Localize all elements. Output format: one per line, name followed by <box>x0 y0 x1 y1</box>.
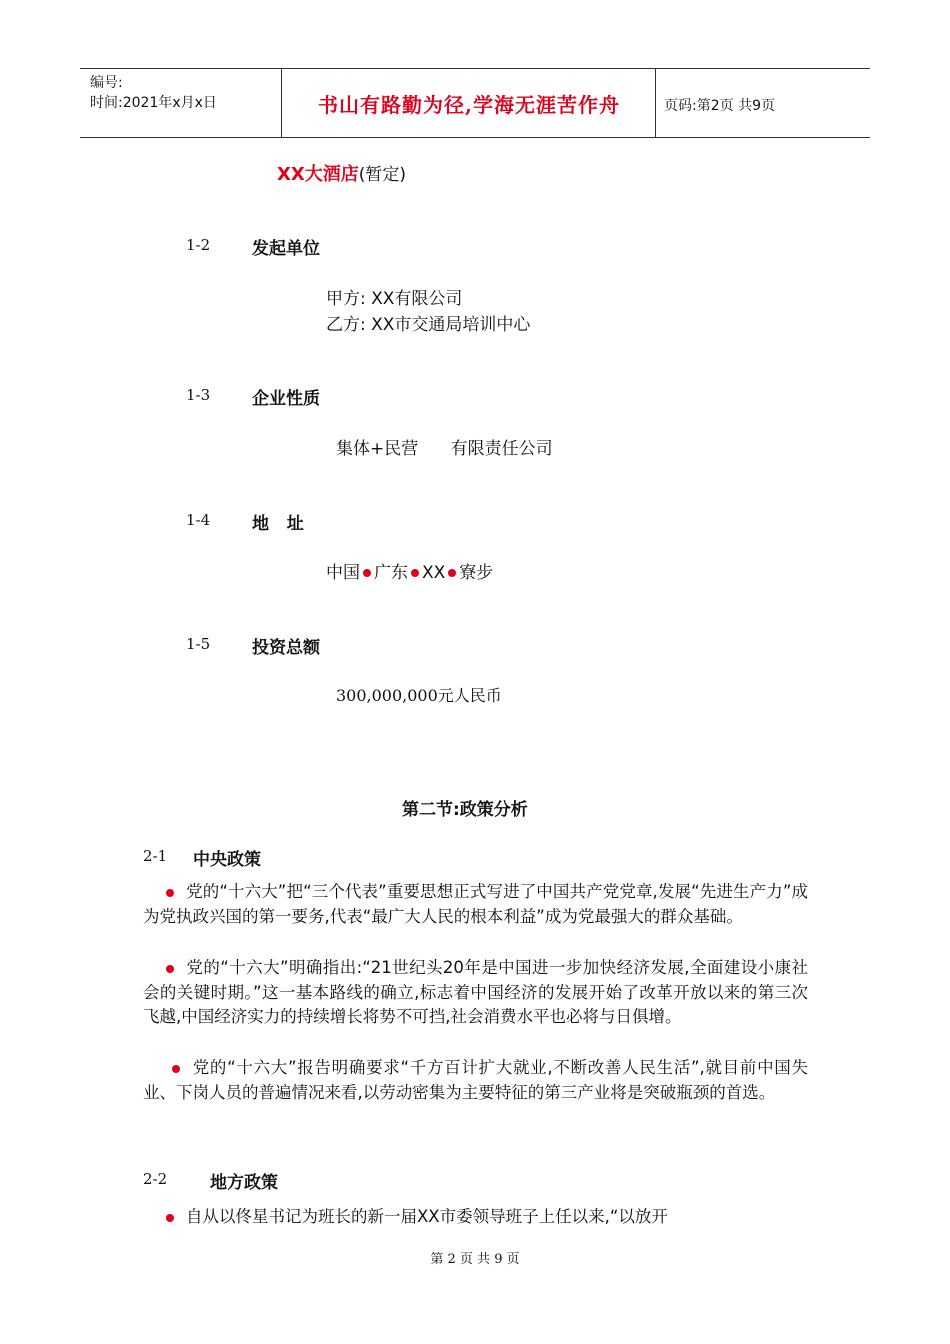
hotel-note: (暂定) <box>358 165 407 185</box>
address-part: XX <box>422 563 446 583</box>
page-header <box>80 68 870 138</box>
section-number: 2-1 <box>143 847 168 865</box>
enterprise-nature: 集体+民营 有限责任公司 <box>336 439 553 459</box>
section-title: 投资总额 <box>252 638 320 658</box>
address-part: 寮步 <box>459 563 494 583</box>
header-motto: 书山有路勤为径,学海无涯苦作舟 <box>318 93 620 117</box>
paragraph-text: 党的“十六大”明确指出:“21世纪头20年是中国进一步加快经济发展,全面建设小康社会的关键时期。”这一基本路线的确立,标志着中国经济的发展开始了改革开放以来的第三次飞越,中国经济实力的持续增长将势不可挡,社会消费水平也必将与日俱增。 <box>143 958 808 1026</box>
hotel-name: XX大酒店 <box>277 164 359 185</box>
section-title: 地 址 <box>252 514 304 534</box>
section-title: 中央政策 <box>193 850 261 870</box>
paragraph <box>143 880 808 929</box>
paragraph <box>143 956 808 1030</box>
bullet-dot-icon <box>363 569 371 577</box>
address-line <box>326 558 493 583</box>
page-footer: 第 2 页 共 9 页 <box>430 1252 520 1267</box>
bullet-dot-icon <box>166 889 174 897</box>
bullet-dot-icon <box>448 569 456 577</box>
party-b: 乙方: XX市交通局培训中心 <box>326 315 531 335</box>
section-number: 1-2 <box>186 236 211 254</box>
section-title: 发起单位 <box>252 239 320 259</box>
section-number: 1-4 <box>186 511 211 529</box>
address-part: 中国 <box>326 563 360 583</box>
investment-total: 300,000,000元人民币 <box>336 686 502 705</box>
section-number: 1-5 <box>186 635 211 653</box>
section-number: 2-2 <box>143 1170 168 1188</box>
party-a: 甲方: XX有限公司 <box>326 289 463 309</box>
paragraph <box>143 1205 808 1231</box>
hotel-line <box>277 160 406 186</box>
bullet-dot-icon <box>411 569 419 577</box>
section-number: 1-3 <box>186 386 211 404</box>
bullet-dot-icon <box>166 965 174 973</box>
date-line: 时间:2021年x月x日 <box>90 95 217 111</box>
paragraph <box>143 1056 808 1105</box>
paragraph-text: 自从以佟星书记为班长的新一届XX市委领导班子上任以来,“以放开 <box>186 1207 668 1226</box>
bullet-dot-icon <box>166 1214 174 1222</box>
paragraph-text: 党的“十六大”报告明确要求“千方百计扩大就业,不断改善人民生活”,就目前中国失业、下岗人员的普遍情况来看,以劳动密集为主要特征的第三产业将是突破瓶颈的首选。 <box>143 1058 808 1102</box>
header-page-label: 页码:第2页 共9页 <box>664 98 775 114</box>
bullet-dot-icon <box>172 1065 180 1073</box>
address-part: 广东 <box>374 563 408 583</box>
section-title: 地方政策 <box>210 1173 278 1193</box>
paragraph-text: 党的“十六大”把“三个代表”重要思想正式写进了中国共产党党章,发展“先进生产力”成为党执政兴国的第一要务,代表“最广大人民的根本利益”成为党最强大的群众基础。 <box>143 882 808 926</box>
header-meta <box>90 73 217 113</box>
serial-label: 编号: <box>90 75 123 91</box>
section2-title: 第二节:政策分析 <box>402 800 528 820</box>
section-title: 企业性质 <box>252 389 320 409</box>
